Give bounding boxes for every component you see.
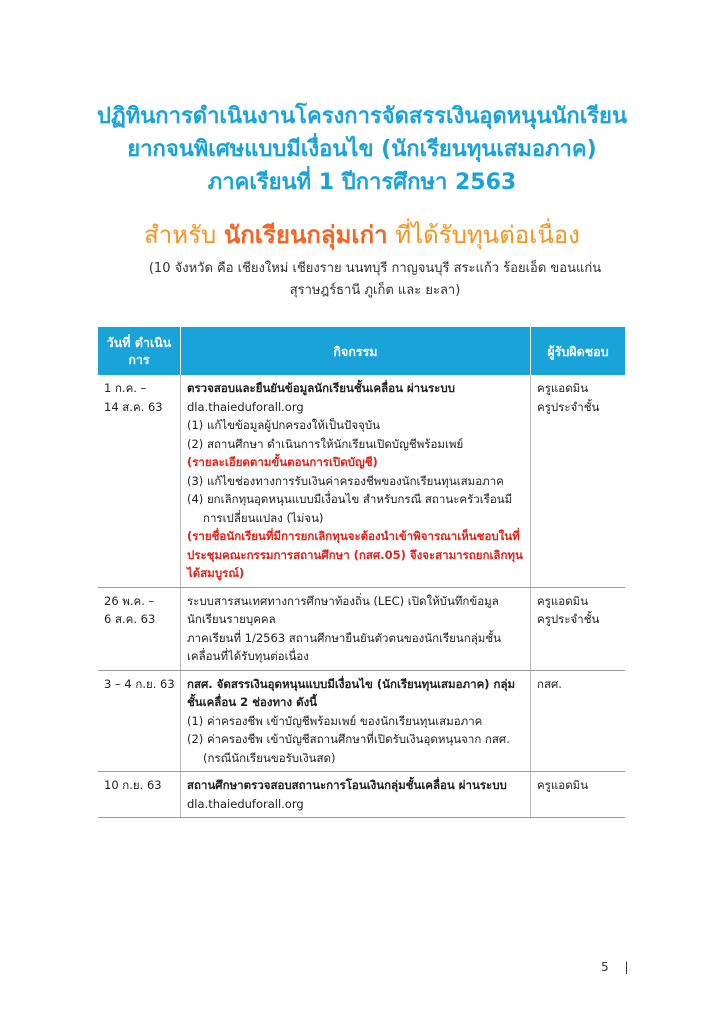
header-date: วันที่ ดำเนินการ xyxy=(98,327,181,375)
responsible-cell xyxy=(531,772,626,818)
activity-lead: สถานศึกษาตรวจสอบสถานะการโอนเงินกลุ่มชั้นเคลื่อน ผ่านระบบ xyxy=(187,778,507,792)
activity-item: (1) แก้ไขข้อมูลผู้ปกครองให้เป็นปัจจุบัน xyxy=(187,418,380,432)
date-line: 6 ส.ค. 63 xyxy=(104,612,156,626)
province-line-1: (10 จังหวัด คือ เชียงใหม่ เชียงราย นนทบุรี กาญจนบุรี สระแก้ว ร้อยเอ็ด ขอนแก่น xyxy=(148,261,602,276)
activity-item: (4) ยกเลิกทุนอุดหนุนแบบมีเงื่อนไข สำหรับกรณี สถานะครัวเรือนมีการเปลี่ยนแปลง (ไม่จน) xyxy=(187,492,513,525)
activity-item: (3) แก้ไขช่องทางการรับเงินค่าครองชีพของนักเรียนทุนเสมอภาค xyxy=(187,473,504,488)
date-cell xyxy=(98,772,181,818)
activity-note: (รายชื่อนักเรียนที่มีการยกเลิกทุนจะต้องนำเข้าพิจารณาเห็นชอบในที่ประชุมคณะกรรมการสถานศึกษา (กสศ.05) จึงจะสามารถยกเลิกทุนได้สมบูรณ์) xyxy=(187,529,523,580)
table-row xyxy=(98,772,625,818)
activity-cell xyxy=(181,772,531,818)
date-line: 1 ก.ค. – xyxy=(104,381,147,395)
responsible-line: ครูแอดมิน xyxy=(537,593,589,608)
province-line-2: สุราษฎร์ธานี ภูเก็ต และ ยะลา) xyxy=(289,283,461,298)
activity-cell xyxy=(181,375,531,587)
activity-lead: กสศ. จัดสรรเงินอุดหนุนแบบมีเงื่อนไข (นักเรียนทุนเสมอภาค) กลุ่มชั้นเคลื่อน 2 ช่องทาง ดังนี้ xyxy=(187,676,516,709)
header-activity: กิจกรรม xyxy=(181,327,531,375)
responsible-cell xyxy=(531,670,626,772)
date-cell xyxy=(98,375,181,587)
header-responsible: ผู้รับผิดชอบ xyxy=(531,327,626,375)
responsible-line: กสศ. xyxy=(537,676,562,691)
document-subtitle xyxy=(40,218,684,252)
table-row xyxy=(98,375,625,587)
date-cell xyxy=(98,587,181,670)
activity-text: ระบบสารสนเทศทางการศึกษาท้องถิ่น (LEC) เปิดให้บันทึกข้อมูลนักเรียนรายบุคคล xyxy=(187,593,499,626)
activity-item: (2) ค่าครองชีพ เข้าบัญชีสถานศึกษาที่เปิดรับเงินอุดหนุนจาก กสศ. (กรณีนักเรียนขอรับเงินสด) xyxy=(187,732,510,765)
page-number: 5 | xyxy=(601,960,635,974)
responsible-line: ครูประจำชั้น xyxy=(537,399,600,414)
province-list xyxy=(110,258,640,302)
date-line: 26 พ.ค. – xyxy=(104,593,155,608)
activity-cell xyxy=(181,587,531,670)
schedule-table xyxy=(98,327,625,818)
date-cell xyxy=(98,670,181,772)
activity-item: (1) ค่าครองชีพ เข้าบัญชีพร้อมเพย์ ของนักเรียนทุนเสมอภาค xyxy=(187,713,483,728)
date-line: 3 – 4 ก.ย. 63 xyxy=(104,676,175,691)
date-line: 14 ส.ค. 63 xyxy=(104,399,163,414)
responsible-cell xyxy=(531,375,626,587)
subtitle-prefix: สำหรับ xyxy=(144,221,217,249)
table-row xyxy=(98,670,625,772)
activity-note: (รายละเอียดตามขั้นตอนการเปิดบัญชี) xyxy=(187,455,378,469)
date-line: 10 ก.ย. 63 xyxy=(104,778,162,792)
table-header-row xyxy=(98,327,625,375)
activity-cell xyxy=(181,670,531,772)
title-line-1: ปฏิทินการดำเนินงานโครงการจัดสรรเงินอุดหนุนนักเรียน xyxy=(97,104,627,129)
responsible-cell xyxy=(531,587,626,670)
title-line-3: ภาคเรียนที่ 1 ปีการศึกษา 2563 xyxy=(207,170,517,195)
activity-lead: ตรวจสอบและยืนยันข้อมูลนักเรียนชั้นเคลื่อน ผ่านระบบ xyxy=(187,381,455,395)
responsible-line: ครูแอดมิน xyxy=(537,381,589,395)
table-row xyxy=(98,587,625,670)
system-url: dla.thaieduforall.org xyxy=(187,399,304,414)
subtitle-suffix: ที่ได้รับทุนต่อเนื่อง xyxy=(395,221,580,249)
subtitle-emphasis: นักเรียนกลุ่มเก่า xyxy=(223,221,388,249)
responsible-line: ครูประจำชั้น xyxy=(537,612,600,626)
document-title xyxy=(40,100,684,199)
activity-item: (2) สถานศึกษา ดำเนินการให้นักเรียนเปิดบัญชีพร้อมเพย์ xyxy=(187,436,464,451)
activity-text: ภาคเรียนที่ 1/2563 สถานศึกษายืนยันตัวตนของนักเรียนกลุ่มชั้นเคลื่อนที่ได้รับทุนต่อเนื่อง xyxy=(187,630,502,663)
responsible-line: ครูแอดมิน xyxy=(537,778,589,792)
system-url: dla.thaieduforall.org xyxy=(187,796,304,811)
title-line-2: ยากจนพิเศษแบบมีเงื่อนไข (นักเรียนทุนเสมอภาค) xyxy=(127,137,597,162)
